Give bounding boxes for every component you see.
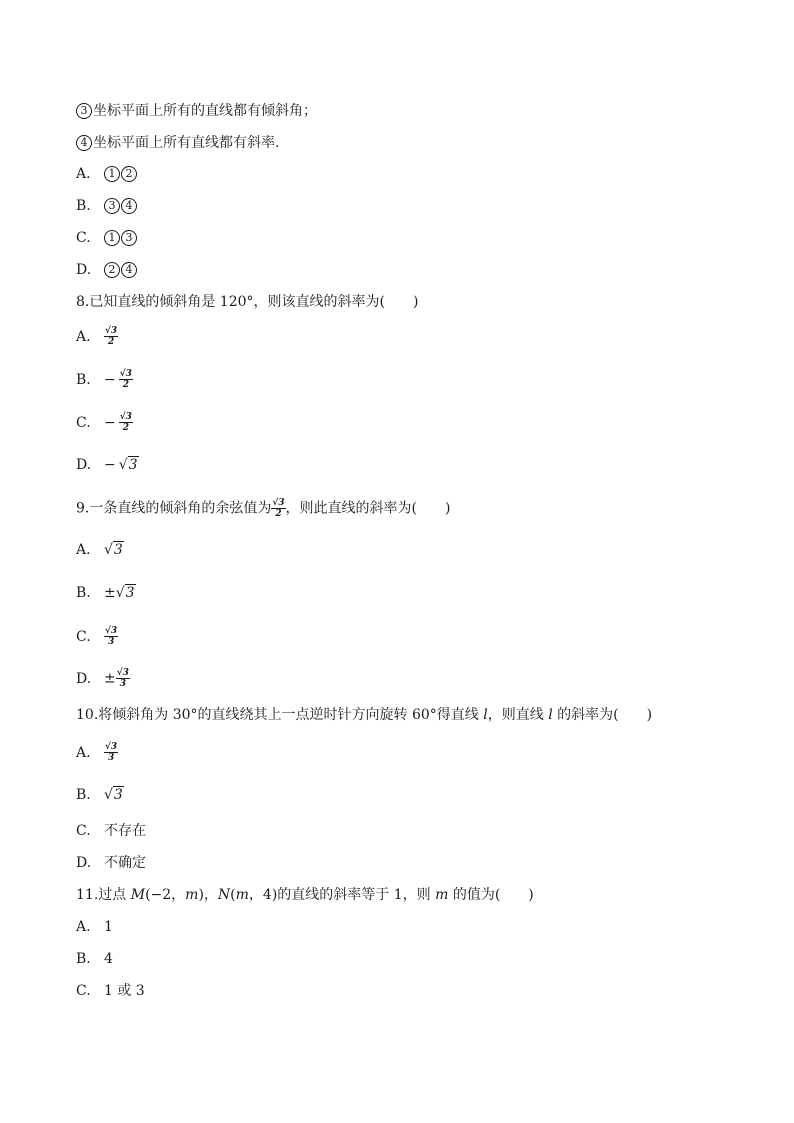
q7-option-d[interactable] [76, 260, 138, 280]
fraction [104, 626, 118, 647]
q10-option-a[interactable] [76, 742, 118, 763]
minus-sign: − [104, 457, 116, 473]
q11-option-b[interactable] [76, 949, 113, 969]
q10-option-c[interactable] [76, 821, 146, 841]
option-letter: B. [76, 951, 91, 967]
variable-m: m [235, 887, 249, 903]
circled-number: 3 [121, 230, 137, 246]
option-letter: B. [76, 787, 91, 803]
fraction-numerator: √3 [116, 668, 129, 678]
option-letter: A. [76, 542, 91, 558]
fraction [104, 742, 118, 763]
q9-option-c[interactable] [76, 626, 118, 647]
plus-minus-sign: ± [104, 585, 116, 601]
fraction-denominator: 3 [107, 637, 115, 647]
circled-number: 3 [104, 198, 120, 214]
circled-number: 4 [76, 135, 92, 151]
fraction-numerator: √3 [105, 742, 118, 752]
option-text: 不确定 [104, 855, 146, 871]
minus-sign: − [104, 414, 116, 431]
option-letter: C. [76, 983, 91, 999]
option-letter: A. [76, 919, 91, 935]
variable-m: m [435, 887, 449, 903]
option-text: 1 [104, 919, 113, 935]
fraction [116, 668, 130, 689]
square-root [104, 541, 124, 558]
option-letter: A. [76, 166, 91, 182]
square-root [104, 786, 124, 803]
fraction-numerator: √3 [119, 412, 132, 422]
statement-text: 坐标平面上所有的直线都有倾斜角； [93, 103, 317, 119]
stem-text: )， [198, 887, 218, 903]
option-letter: A. [76, 328, 91, 345]
option-letter: B. [76, 198, 91, 214]
q9-stem [76, 498, 450, 519]
fraction [271, 498, 285, 519]
fraction [119, 412, 133, 433]
option-letter: D. [76, 855, 92, 871]
q10-stem [76, 705, 652, 725]
q8-option-d[interactable] [76, 455, 139, 475]
option-letter: D. [76, 670, 92, 687]
stem-text: 11.过点 [76, 887, 131, 903]
q10-option-d[interactable] [76, 853, 146, 873]
circled-number: 4 [121, 198, 137, 214]
fraction-denominator: 2 [122, 380, 129, 390]
stem-text: 的斜率为( ) [552, 707, 653, 723]
option-letter: B. [76, 585, 91, 601]
fraction [104, 326, 118, 347]
option-letter: A. [76, 744, 91, 761]
radicand: 3 [113, 542, 123, 558]
variable-l: l [548, 707, 553, 723]
root-symbol: √ [115, 585, 125, 601]
q8-option-a[interactable] [76, 326, 118, 347]
statement-4 [76, 133, 279, 153]
root-symbol: √ [104, 542, 113, 558]
fraction-numerator: √3 [272, 498, 285, 508]
option-letter: D. [76, 262, 92, 278]
plus-minus-sign: ± [104, 670, 116, 687]
option-text: 1 或 3 [104, 983, 145, 999]
option-text: 不存在 [104, 823, 146, 839]
q11-stem [76, 885, 534, 905]
q11-option-a[interactable] [76, 917, 113, 937]
fraction [119, 369, 133, 390]
q9-option-b[interactable] [76, 583, 136, 603]
fraction-denominator: 3 [119, 679, 126, 689]
circled-number: 2 [104, 262, 120, 278]
circled-number: 2 [121, 166, 137, 182]
q9-option-d[interactable] [76, 668, 130, 689]
q8-stem: 8.已知直线的倾斜角是 120°，则该直线的斜率为( ) [76, 294, 419, 310]
q8-option-b[interactable] [76, 369, 133, 390]
fraction-numerator: √3 [105, 626, 118, 636]
option-letter: C. [76, 414, 91, 431]
root-symbol: √ [104, 787, 113, 803]
fraction-denominator: 2 [275, 509, 282, 519]
radicand: 3 [113, 787, 123, 803]
option-letter: C. [76, 823, 91, 839]
statement-3 [76, 101, 317, 121]
root-symbol: √ [118, 457, 128, 473]
q11-option-c[interactable] [76, 981, 145, 1001]
stem-text: ( [230, 887, 236, 903]
stem-text: ，则此直线的斜率为( ) [285, 500, 451, 517]
option-letter: C. [76, 230, 91, 246]
square-root [119, 456, 139, 473]
stem-text: 的值为( ) [448, 887, 534, 903]
fraction-numerator: √3 [105, 326, 118, 336]
stem-text: 9.一条直线的倾斜角的余弦值为 [76, 500, 272, 517]
q7-option-c[interactable] [76, 228, 138, 248]
minus-sign: − [104, 371, 116, 388]
fraction-denominator: 2 [122, 423, 129, 433]
radicand: 3 [128, 457, 138, 473]
radicand: 3 [125, 585, 135, 601]
stem-text: (−2， [145, 887, 186, 903]
q9-option-a[interactable] [76, 540, 124, 560]
q10-option-b[interactable] [76, 785, 124, 805]
q7-option-b[interactable] [76, 196, 138, 216]
circled-number: 1 [104, 230, 120, 246]
option-letter: C. [76, 628, 91, 645]
stem-text: 10.将倾斜角为 30°的直线绕其上一点逆时针方向旋转 60°得直线 [76, 707, 484, 723]
fraction-denominator: 2 [107, 337, 115, 347]
fraction-denominator: 3 [107, 753, 115, 763]
point-n-label: N [217, 887, 231, 903]
option-letter: B. [76, 371, 91, 388]
circled-number: 4 [121, 262, 137, 278]
stem-text: ，则直线 [487, 707, 549, 723]
square-root [116, 584, 136, 601]
option-letter: D. [76, 457, 92, 473]
circled-number: 3 [76, 103, 92, 119]
circled-number: 1 [104, 166, 120, 182]
statement-text: 坐标平面上所有直线都有斜率. [93, 135, 280, 151]
point-m-label: M [130, 887, 146, 903]
q7-option-a[interactable] [76, 164, 138, 184]
variable-l: l [483, 707, 488, 723]
fraction-numerator: √3 [119, 369, 132, 379]
variable-m: m [185, 887, 199, 903]
option-text: 4 [104, 951, 113, 967]
stem-text: ，4)的直线的斜率等于 1，则 [248, 887, 436, 903]
q8-option-c[interactable] [76, 412, 133, 433]
